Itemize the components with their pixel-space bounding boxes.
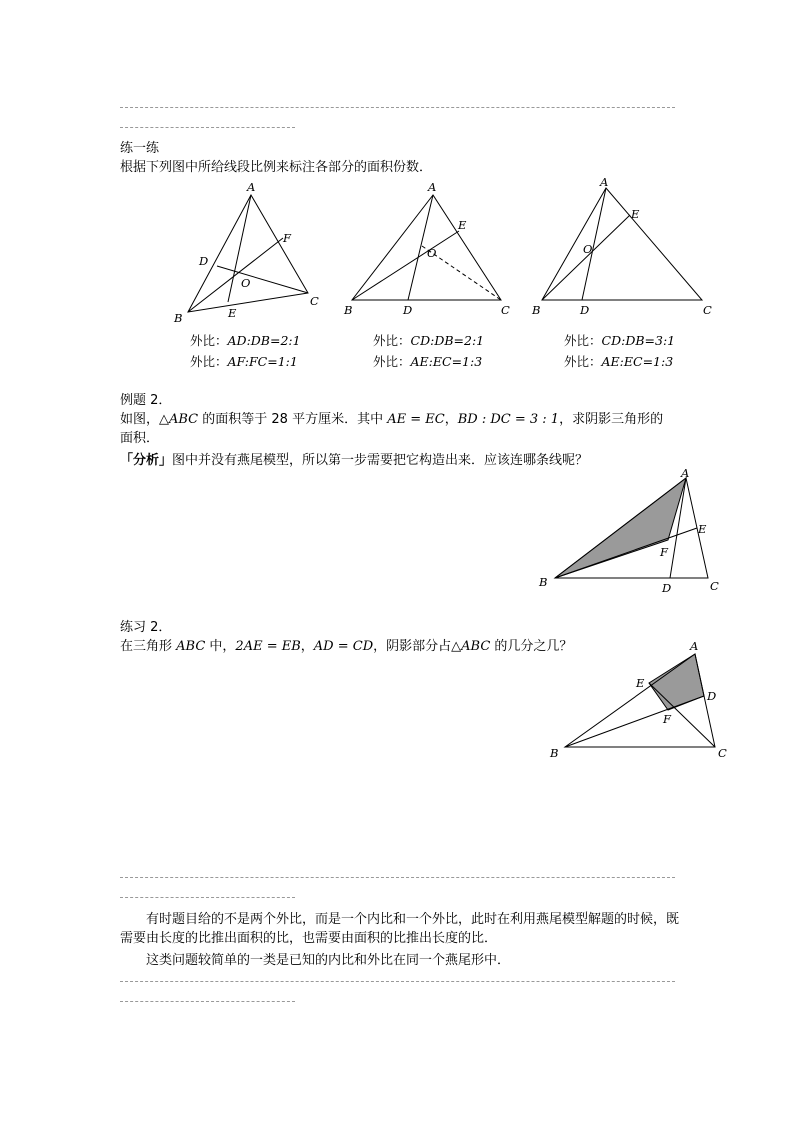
fig1-label-o: O xyxy=(241,276,251,290)
fig2-ratio-2: 外比：AE:EC=1:3 xyxy=(373,354,483,369)
fig2-label-c: C xyxy=(501,303,510,317)
exercise2-shaded-quadrilateral xyxy=(649,654,704,710)
fig1-label-d: D xyxy=(199,254,209,268)
fig1-label-e: E xyxy=(228,306,237,320)
example2-problem-line1: 如图，△ABC 的面积等于 28 平方厘米．其中 AE = EC，BD : DC = 3 : 1，求阴影三角形的 xyxy=(120,412,664,427)
fig1-ratio-1: 外比：AD:DB=2:1 xyxy=(190,333,301,348)
ex2b-label-f: F xyxy=(663,712,671,726)
ex2b-label-a: A xyxy=(690,639,699,653)
ex2-label-a: A xyxy=(681,466,690,480)
fig3-ratio-2: 外比：AE:EC=1:3 xyxy=(564,354,674,369)
fig3-ratio-1: 外比：CD:DB=3:1 xyxy=(564,333,676,348)
separator-top xyxy=(120,107,675,108)
ex2-label-b: B xyxy=(539,575,548,589)
separator-bottom xyxy=(120,981,675,982)
fig2-label-a: A xyxy=(428,180,437,194)
fig2-ratio-1: 外比：CD:DB=2:1 xyxy=(373,333,485,348)
ex2-label-f: F xyxy=(660,545,668,559)
fig1-label-a: A xyxy=(247,180,256,194)
example2-analysis: 「分析」图中并没有燕尾模型，所以第一步需要把它构造出来．应该连哪条线呢？ xyxy=(120,453,589,468)
fig3-label-b: B xyxy=(532,303,541,317)
ex2b-label-b: B xyxy=(550,746,559,760)
example2-problem-line2: 面积． xyxy=(120,431,160,446)
practice-figure-1 xyxy=(170,178,330,328)
fig3-label-a: A xyxy=(600,175,609,189)
separator-top-short xyxy=(120,127,295,128)
exercise2-heading: 练习 2． xyxy=(120,620,172,635)
fig1-label-c: C xyxy=(310,294,319,308)
practice-figure-2 xyxy=(340,178,520,328)
example2-figure xyxy=(535,468,735,598)
ex2-label-e: E xyxy=(698,522,707,536)
exercise2-problem: 在三角形 ABC 中，2AE = EB，AD = CD，阴影部分占△ABC 的几分之几？ xyxy=(120,639,573,654)
fig1-label-f: F xyxy=(283,231,291,245)
fig3-label-c: C xyxy=(703,303,712,317)
fig1-label-b: B xyxy=(174,311,183,325)
fig2-label-d: D xyxy=(403,303,413,317)
ex2b-label-e: E xyxy=(636,676,645,690)
ex2-label-c: C xyxy=(710,579,719,593)
practice-heading: 练一练 xyxy=(120,141,160,156)
fig3-label-e: E xyxy=(631,207,640,221)
note-paragraph-2: 这类问题较简单的一类是已知的内比和外比在同一个燕尾形中． xyxy=(146,953,511,968)
note-paragraph-1: 有时题目给的不是两个外比，而是一个内比和一个外比，此时在利用燕尾模型解题的时候，既需要由长度的比推出面积的比，也需要由面积的比推出长度的比． xyxy=(120,912,680,946)
fig2-label-e: E xyxy=(458,218,467,232)
fig3-label-o: O xyxy=(583,242,593,256)
separator-middle xyxy=(120,877,675,878)
fig2-label-b: B xyxy=(344,303,353,317)
separator-middle-short xyxy=(120,897,295,898)
ex2-label-d: D xyxy=(662,581,672,595)
ex2b-label-d: D xyxy=(707,689,717,703)
practice-figure-3 xyxy=(530,175,720,328)
ex2b-label-c: C xyxy=(718,746,727,760)
practice-instruction: 根据下列图中所给线段比例来标注各部分的面积份数． xyxy=(120,160,433,175)
separator-bottom-short xyxy=(120,1001,295,1002)
fig3-label-d: D xyxy=(580,303,590,317)
exercise2-figure xyxy=(545,640,745,765)
example2-heading: 例题 2． xyxy=(120,393,172,408)
fig2-label-o: O xyxy=(427,246,437,260)
fig1-ratio-2: 外比：AF:FC=1:1 xyxy=(190,354,298,369)
